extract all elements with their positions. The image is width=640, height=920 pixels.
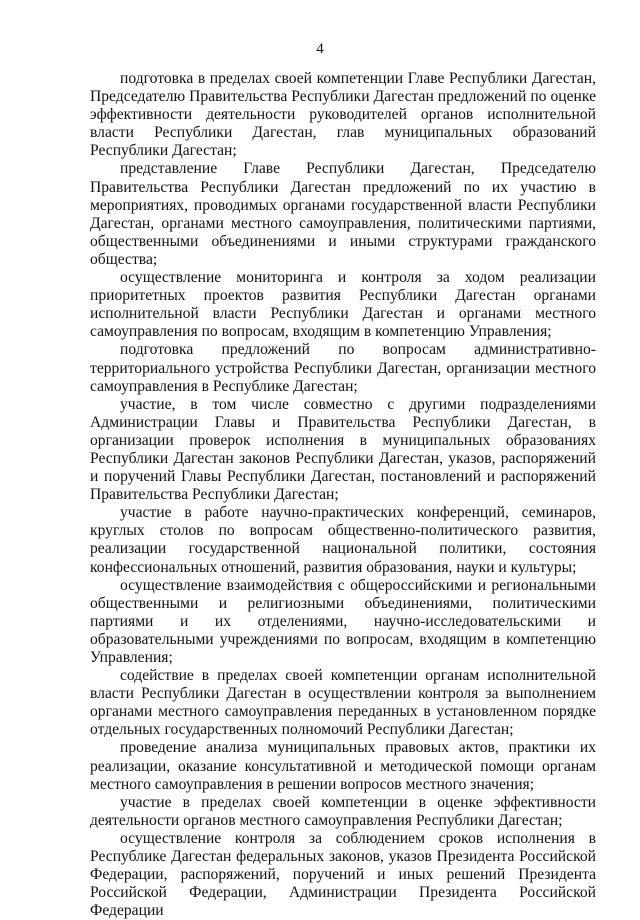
paragraph-6: участие в работе научно-практических конференций, семинаров, круглых столов по вопросам общественно-политического развития, реализации государственной национальной политики, состояния конфессиональных отношений, развития образования, науки и культуры; <box>90 504 596 576</box>
paragraph-2: представление Главе Республики Дагестан, Председателю Правительства Республики Дагестан предложений по их участию в мероприятиях, проводимых органами государственной власти Республики Дагестан, органами местного самоуправления, политическими партиями, общественными объединениями и иными структурами гражданского общества; <box>90 160 596 268</box>
paragraph-7: осуществление взаимодействия с общероссийскими и региональными общественными и религиозными объединениями, политическими партиями и их отделениями, научно-исследовательскими и образовательными учреждениями по вопросам, входящим в компетенцию Управления; <box>90 576 596 666</box>
paragraph-5: участие, в том числе совместно с другими подразделениями Администрации Главы и Правительства Республики Дагестан, в организации проверок исполнения в муниципальных образованиях Республики Дагестан законов Республики Дагестан, указов, распоряжений и поручений Главы Республики Дагестан, постановлений и распоряжений Правительства Республики Дагестан; <box>90 395 596 504</box>
paragraph-4: подготовка предложений по вопросам административно-территориального устройства Республики Дагестан, организации местного самоуправления в Республике Дагестан; <box>90 341 596 395</box>
paragraph-8: содействие в пределах своей компетенции органам исполнительной власти Республики Дагестан в осуществлении контроля за выполнением органами местного самоуправления переданных в установленном порядке отдельных государственных полномочий Республики Дагестан; <box>90 667 596 739</box>
paragraph-3: осуществление мониторинга и контроля за ходом реализации приоритетных проектов развития Республики Дагестан органами исполнительной власти Республики Дагестан и органами местного самоуправления по вопросам, входящим в компетенцию Управления; <box>90 269 596 341</box>
document-body <box>90 70 596 920</box>
paragraph-1: подготовка в пределах своей компетенции Главе Республики Дагестан, Председателю Правительства Республики Дагестан предложений по оценке эффективности деятельности руководителей органов исполнительной власти Республики Дагестан, глав муниципальных образований Республики Дагестан; <box>90 70 596 160</box>
page-number: 4 <box>316 41 324 57</box>
paragraph-11: осуществление контроля за соблюдением сроков исполнения в Республике Дагестан федеральных законов, указов Президента Российской Федерации, распоряжений, поручений и иных решений Президента Российской Федерации, Администрации Президента Российской Федерации <box>90 829 596 920</box>
paragraph-10: участие в пределах своей компетенции в оценке эффективности деятельности органов местного самоуправления Республики Дагестан; <box>90 793 596 829</box>
paragraph-9: проведение анализа муниципальных правовых актов, практики их реализации, оказание консультативной и методической помощи органам местного самоуправления в решении вопросов местного значения; <box>90 739 596 793</box>
